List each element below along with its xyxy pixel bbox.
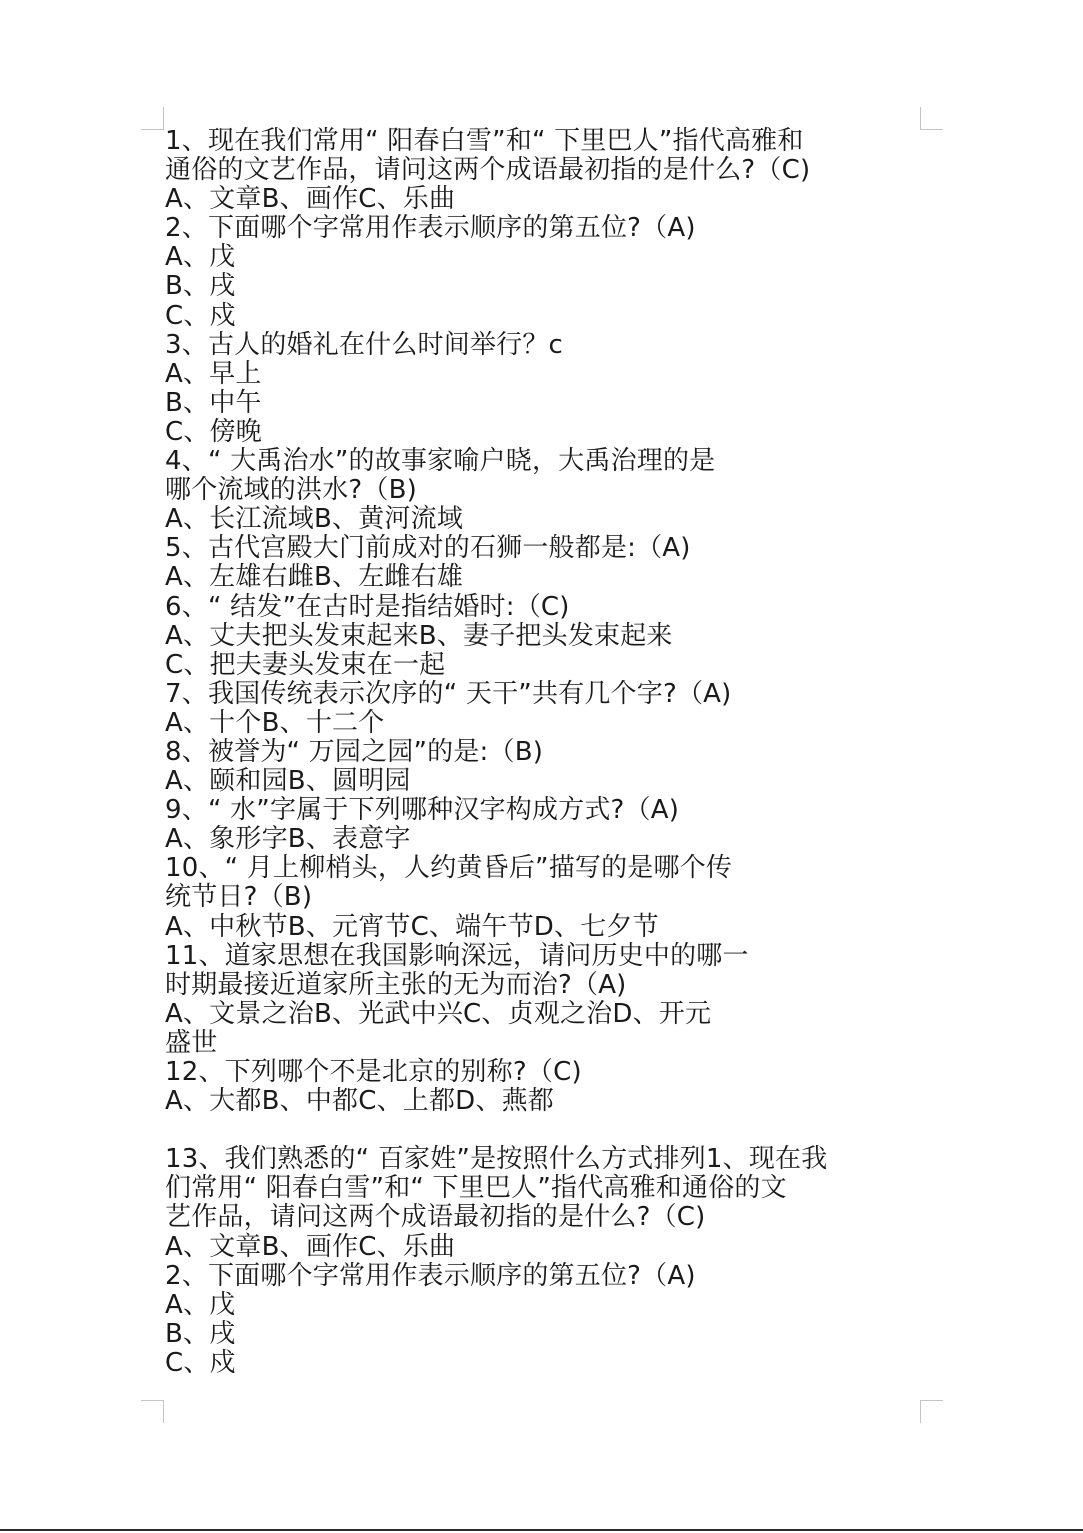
text-line: A、中秋节B、元宵节C、端午节D、七夕节 (165, 911, 659, 942)
text-line: A、早上 (165, 358, 262, 389)
text-line: 时期最接近道家所主张的无为而治?（A) (165, 969, 627, 1000)
text-line: 艺作品，请问这两个成语最初指的是什么?（C) (165, 1202, 706, 1233)
text-line: 盛世 (165, 1027, 218, 1058)
text-line: 2、下面哪个字常用作表示顺序的第五位?（A) (165, 1260, 696, 1291)
document-body[interactable] (165, 127, 925, 1378)
text-line: 3、古人的婚礼在什么时间举行？c (165, 329, 564, 360)
text-line: A、戊 (165, 1289, 236, 1320)
margin-corner-bottom-right (920, 1400, 943, 1423)
text-line: 9、“ 水”字属于下列哪种汉字构成方式?（A) (165, 795, 680, 826)
text-line: C、戍 (165, 1347, 236, 1378)
text-line: A、文章B、画作C、乐曲 (165, 1231, 456, 1262)
text-line: 1、现在我们常用“ 阳春白雪”和“ 下里巴人”指代高雅和 (165, 126, 804, 156)
text-line: A、长江流域B、黄河流域 (165, 504, 464, 535)
text-line: 12、下列哪个不是北京的别称?（C) (165, 1057, 582, 1087)
text-line: A、文景之治B、光武中兴C、贞观之治D、开元 (165, 998, 712, 1029)
text-line: 通俗的文艺作品，请问这两个成语最初指的是什么?（C) (165, 155, 811, 186)
text-line: 13、我们熟悉的“ 百家姓”是按照什么方式排列1、现在我 (165, 1144, 828, 1175)
margin-corner-bottom-left (141, 1400, 164, 1423)
text-line: C、傍晚 (165, 416, 262, 447)
text-line: A、左雄右雌B、左雌右雄 (165, 562, 464, 593)
text-line: 5、古代宫殿大门前成对的石狮一般都是:（A) (165, 533, 691, 564)
text-line: A、十个B、十二个 (165, 707, 385, 738)
text-line: 10、“ 月上柳梢头，人约黄昏后”描写的是哪个传 (165, 853, 733, 884)
text-line: 2、下面哪个字常用作表示顺序的第五位?（A) (165, 213, 696, 244)
text-line: B、戌 (165, 1318, 236, 1349)
text-line: 们常用“ 阳春白雪”和“ 下里巴人”指代高雅和通俗的文 (165, 1173, 787, 1204)
page-bottom-edge (0, 1529, 1083, 1531)
text-line: 哪个流域的洪水?（B) (165, 475, 417, 506)
text-line: A、颐和园B、圆明园 (165, 766, 411, 797)
text-line: C、戍 (165, 300, 236, 331)
text-line: 8、被誉为“ 万园之园”的是:（B) (165, 736, 544, 767)
text-line: 6、“ 结发”在古时是指结婚时:（C) (165, 591, 570, 622)
text-line: 7、我国传统表示次序的“ 天干”共有几个字?（A) (165, 678, 732, 709)
margin-corner-top-left (141, 107, 164, 130)
text-line: B、中午 (165, 387, 262, 418)
text-line: A、文章B、画作C、乐曲 (165, 184, 456, 215)
text-line: A、象形字B、表意字 (165, 824, 411, 855)
text-line: C、把夫妻头发束在一起 (165, 649, 446, 680)
text-line: A、大都B、中都C、上都D、燕都 (165, 1086, 554, 1117)
text-line: 11、道家思想在我国影响深远，请问历史中的哪一 (165, 940, 749, 971)
text-line: 统节日?（B) (165, 882, 313, 913)
text-line: B、戌 (165, 271, 236, 302)
text-line: 4、“ 大禹治水”的故事家喻户晓，大禹治理的是 (165, 446, 716, 477)
text-line: A、戊 (165, 242, 236, 273)
blank-line (165, 1116, 925, 1145)
text-line: A、丈夫把头发束起来B、妻子把头发束起来 (165, 620, 673, 651)
